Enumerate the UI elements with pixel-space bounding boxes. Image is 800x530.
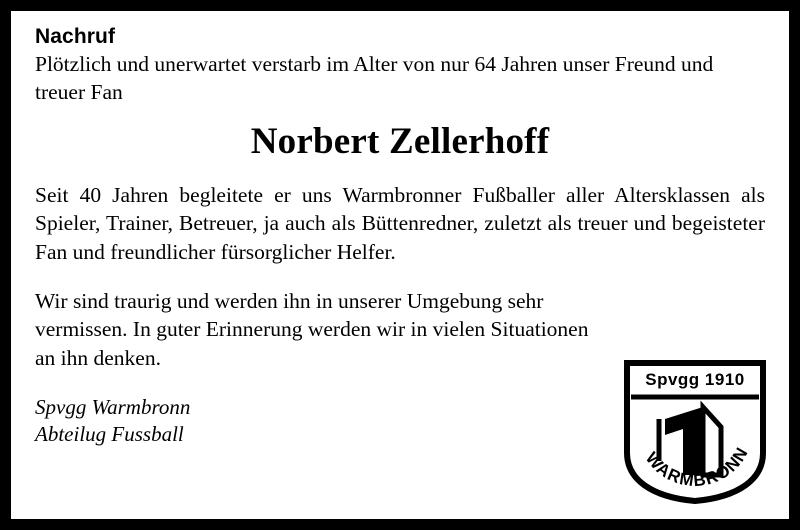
obituary-content	[11, 11, 789, 519]
obituary-paragraph-2: Wir sind traurig und werden ihn in unserer Umgebung sehr vermissen. In guter Erinnerung werden wir in vielen Situationen an ihn denken.	[35, 288, 589, 370]
deceased-name: Norbert Zellerhoff	[250, 121, 550, 163]
obituary-intro-text: Plötzlich und unerwartet verstarb im Alter von nur 64 Jahren unser Freund und treuer Fan	[35, 52, 714, 104]
signature-organisation: Spvgg Warmbronn	[35, 395, 191, 420]
obituary-heading: Nachruf	[35, 25, 116, 48]
obituary-paragraph-1: Seit 40 Jahren begleitete er uns Warmbronner Fußballer aller Altersklassen als Spieler, Trainer, Betreuer, ja auch als Büttenredner, zuletzt als treuer und begeisteter Fan und freundlicher fürsorglicher Helfer.	[35, 182, 765, 265]
svg-text:WARMBRONN: WARMBRONN	[641, 443, 753, 491]
club-crest	[621, 357, 769, 505]
signature-department: Abteilug Fussball	[35, 422, 184, 447]
crest-top-text: Spvgg 1910	[645, 370, 745, 389]
